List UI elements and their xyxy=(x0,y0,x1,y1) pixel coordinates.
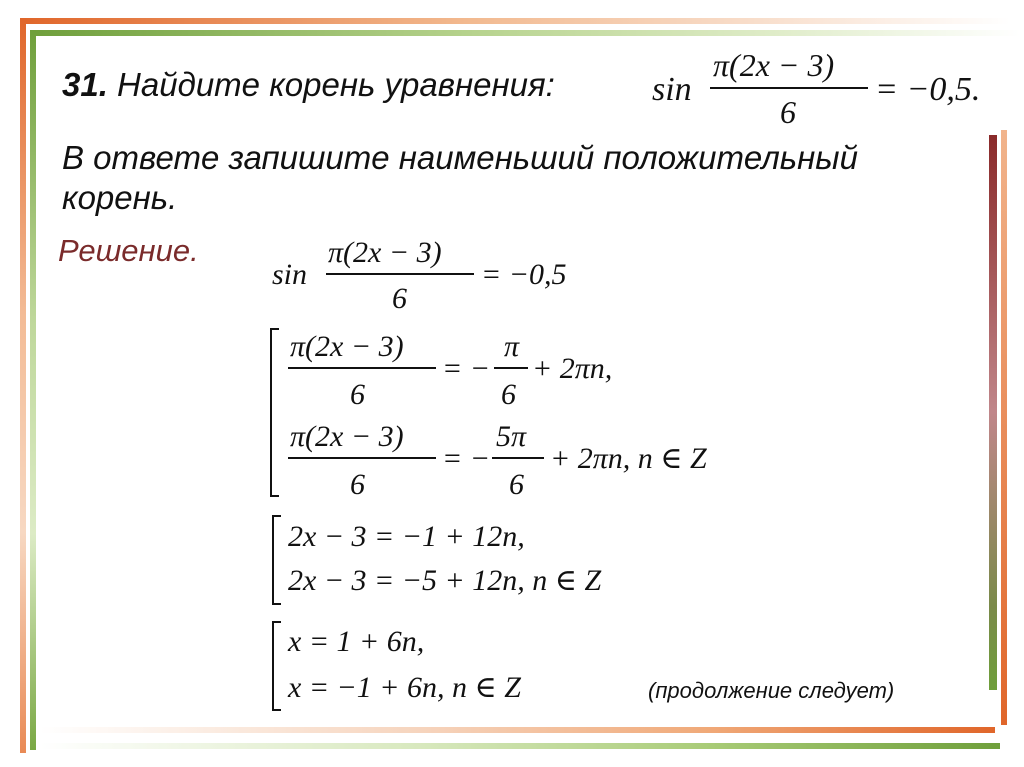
solution-step-3 xyxy=(273,516,601,604)
step4-row2: x = −1 + 6n, n ∈ Z xyxy=(288,671,521,704)
step2-row2-frac-num: 5π xyxy=(496,420,527,453)
continuation-note: (продолжение следует) xyxy=(648,678,895,703)
step2-row1-frac-num: π xyxy=(504,330,520,363)
step3-bracket xyxy=(273,516,281,604)
answer-instruction: В ответе запишите наименьший положительный корень. xyxy=(62,139,858,216)
solution-step-1 xyxy=(272,236,567,315)
step2-row2-tail: + 2πn, n ∈ Z xyxy=(550,442,707,475)
solution-step-4 xyxy=(273,622,521,710)
step2-row2-numerator: π(2x − 3) xyxy=(290,420,404,453)
step2-row1-eq: = − xyxy=(442,352,490,385)
step1-sin: sin xyxy=(272,258,308,291)
step3-row1: 2x − 3 = −1 + 12n, xyxy=(288,520,525,553)
problem-number: 31. xyxy=(62,66,108,103)
eq-sin: sin xyxy=(652,71,692,108)
step1-rhs: = −0,5 xyxy=(481,258,567,291)
step2-row2-frac-den: 6 xyxy=(509,468,524,501)
step4-bracket xyxy=(273,622,281,710)
step1-numerator: π(2x − 3) xyxy=(328,236,442,269)
problem-prompt: Найдите корень уравнения: xyxy=(117,66,555,103)
step2-row2-denominator: 6 xyxy=(350,468,365,501)
solution-step-2 xyxy=(271,329,707,501)
step2-row1-denominator: 6 xyxy=(350,378,365,411)
solution-label: Решение. xyxy=(58,233,199,268)
eq-numerator: π(2x − 3) xyxy=(713,47,835,83)
step3-row2: 2x − 3 = −5 + 12n, n ∈ Z xyxy=(288,564,602,597)
eq-rhs: = −0,5. xyxy=(875,71,981,108)
step2-row1-numerator: π(2x − 3) xyxy=(290,330,404,363)
eq-denominator: 6 xyxy=(780,94,796,130)
main-equation xyxy=(652,47,980,130)
step2-row1-tail: + 2πn, xyxy=(532,352,613,385)
step2-row1-frac-den: 6 xyxy=(501,378,516,411)
step4-row1: x = 1 + 6n, xyxy=(288,625,425,658)
step1-denominator: 6 xyxy=(392,282,407,315)
step2-bracket xyxy=(271,329,279,496)
step2-row2-eq: = − xyxy=(442,442,490,475)
